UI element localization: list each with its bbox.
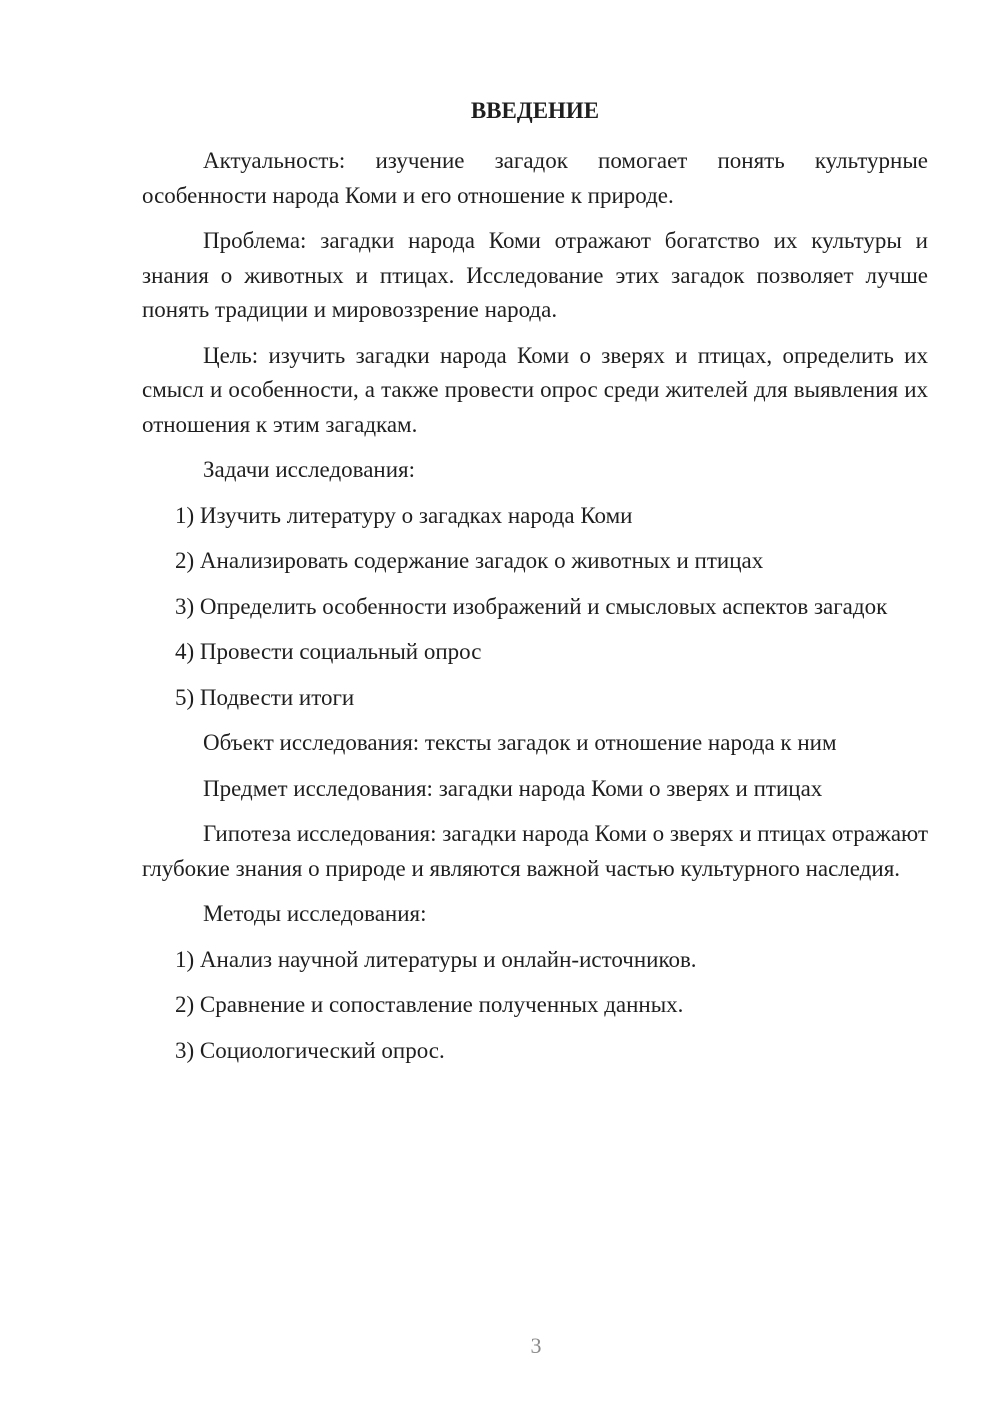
page-number: 3 [530, 1333, 542, 1358]
tasks-heading: Задачи исследования: [203, 457, 416, 482]
task-item: 2) Анализировать содержание загадок о животных и птицах [175, 548, 764, 573]
goal-paragraph: Цель: изучить загадки народа Коми о зверях и птицах, определить их смысл и особенности, а также провести опрос среди жителей для выявления их отношения к этим загадкам. [142, 342, 928, 437]
object-paragraph: Объект исследования: тексты загадок и отношение народа к ним [203, 730, 837, 755]
method-item: 1) Анализ научной литературы и онлайн-источников. [175, 946, 697, 972]
hypothesis-paragraph: Гипотеза исследования: загадки народа Коми о зверях и птицах отражают глубокие знания о природе и являются важной частью культурного наследия. [142, 821, 928, 881]
document-title: ВВЕДЕНИЕ [470, 98, 600, 123]
task-item: 1) Изучить литературу о загадках народа Коми [175, 502, 633, 528]
relevance-paragraph: Актуальность: изучение загадок помогает понять культурные особенности народа Коми и его отношение к природе. [142, 148, 928, 208]
methods-heading: Методы исследования: [203, 901, 427, 926]
task-item: 4) Провести социальный опрос [175, 639, 482, 664]
subject-paragraph: Предмет исследования: загадки народа Коми о зверях и птицах [203, 775, 823, 801]
problem-paragraph: Проблема: загадки народа Коми отражают богатство их культуры и знания о животных и птицах. Исследование этих загадок позволяет лучше понять традиции и мировоззрение народа. [142, 228, 928, 322]
document-body [142, 144, 928, 1079]
method-item: 2) Сравнение и сопоставление полученных данных. [175, 992, 684, 1017]
method-item: 3) Социологический опрос. [175, 1037, 445, 1063]
task-item: 3) Определить особенности изображений и смысловых аспектов загадок [175, 593, 888, 619]
task-item: 5) Подвести итоги [175, 684, 355, 710]
